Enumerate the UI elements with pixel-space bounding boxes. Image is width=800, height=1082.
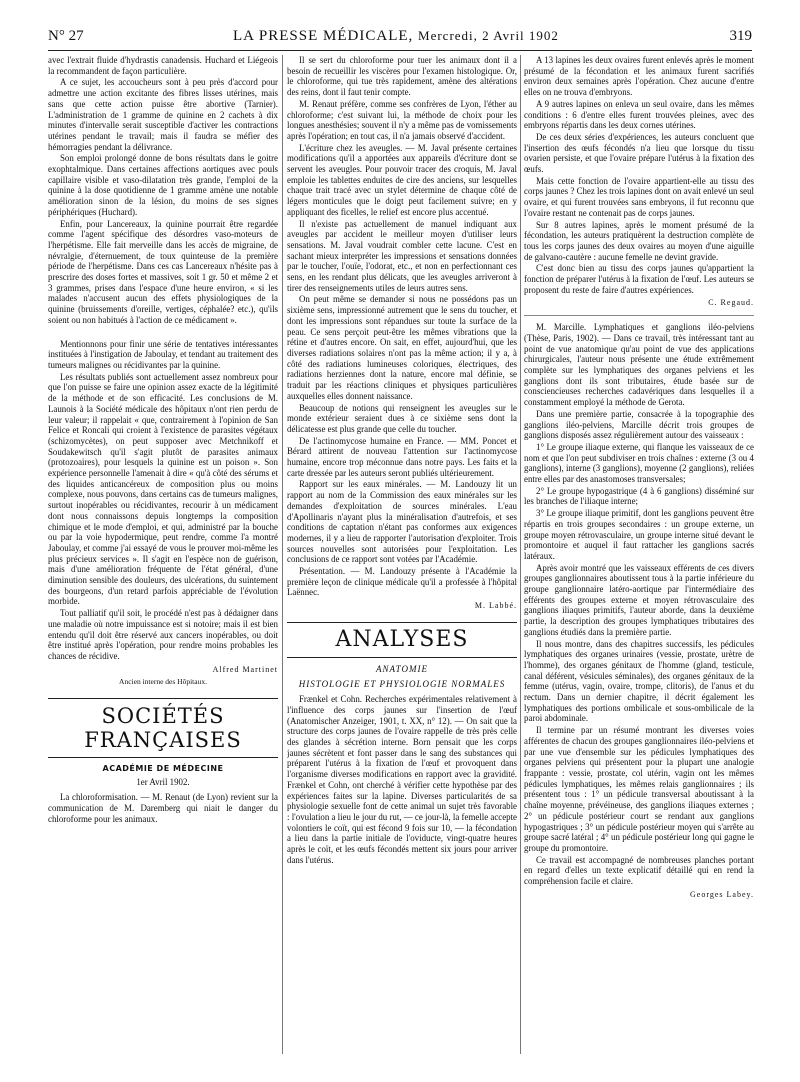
paragraph: M. Marcille. Lymphatiques et ganglions iléo-pelviens (Thèse, Paris, 1902). — Dans ce travail, très intéressant tant au point de vue anatomique qu'au point de vue des applications chirurgicales, l'auteur nous présente une étude extrêmement complète sur les lymphatiques des organes pelviens et les ganglions dont ils sont tributaires, étude basée sur de consciencieuses recherches cadavériques dans lesquelles il a constamment employé la méthode de Gerota. [524,322,754,408]
divider [524,315,754,316]
paragraph: avec l'extrait fluide d'hydrastis canadensis. Huchard et Liégeois la recommandent de façon particulière. [48,55,278,76]
column-3 [524,55,754,1058]
paragraph: Après avoir montré que les vaisseaux efférents de ces divers groupes ganglionnaires aboutissent tous à la partie inférieure du groupe ganglionnaire latéro-aortique par l'intermédiaire des efférents des groupes externe et moyen rétrovasculaire des ganglions iliaques primitifs, l'auteur aborde, dans la deuxième partie, la description des groupes lymphatiques tributaires des ganglions étudiés dans la première partie. [524,562,754,637]
column-2 [287,55,517,1058]
author-signature: Alfred Martinet [212,664,278,674]
paragraph: Il nous montre, dans des chapitres successifs, les pédicules lymphatiques des organes urinaires (vessie, prostate, urètre de l'homme), des organes génitaux de l'homme (gland, testicule, canal déférent, vésicules séminales), des organes génitaux de la femme (utérus, vagin, ovaire, trompe, clitoris), de l'anus et du rectum. Dans un dernier chapitre, il décrit également les lymphatiques des portions ombilicale et sous-ombilicale de la paroi abdominale. [524,638,754,724]
paragraph: 3° Le groupe iliaque primitif, dont les ganglions peuvent être répartis en trois groupes secondaires : un groupe externe, un groupe moyen rétrovasculaire, un groupe interne situé devant le promontoire et auquel il faut rattacher les ganglions sacrés latéraux. [524,508,754,561]
paragraph: C'est donc bien au tissu des corps jaunes qu'appartient la fonction de préparer l'utérus à la fixation de l'œuf. Les auteurs se proposent du reste de faire d'autres expériences. [524,263,754,295]
section-title-analyses: ANALYSES [287,622,517,658]
column-divider [520,55,521,1054]
page-header [48,26,752,51]
paragraph: Sur 8 autres lapines, après le moment présumé de la fécondation, les auteurs pratiquèrent la destruction complète de tous les corps jaunes des deux ovaires au moyen d'une aiguille de galvano-cautère : aucune femelle ne devint gravide. [524,219,754,262]
paragraph: A 9 autres lapines on enleva un seul ovaire, dans les mêmes conditions : 6 d'entre elles furent trouvées pleines, avec des embryons répartis dans les deux cornes utérines. [524,98,754,131]
journal-name: LA PRESSE MÉDICALE, [233,28,414,44]
paragraph: A ce sujet, les accoucheurs sont à peu près d'accord pour admettre une action excitante des fibres lisses utérines, mais sans que cette action puisse être abortive (Tarnier). L'administration de 1 gramme de quinine en 2 cachets à dix minutes d'intervalle serait susceptible d'activer les contractions utérines pendant le travail; mais il faudra se méfier des hémorragies pendant la délivrance. [48,77,278,152]
journal-title [233,28,559,45]
spacer [48,327,278,339]
column-divider [282,55,283,1054]
paragraph: La chloroformisation. — M. Renaut (de Lyon) revient sur la communication de M. Daremberg qui niait le danger du chloroforme pour les animaux. [48,792,278,824]
paragraph: Rapport sur les eaux minérales. — M. Landouzy lit un rapport au nom de la Commission des eaux minérales sur les demandes d'exploitation de sources minérales. L'eau d'Apollinaris n'ayant plus la minéralisation d'autrefois, et ses conditions de captation n'étant pas conformes aux exigences modernes, il y a lieu de rapporter l'autorisation d'exploiter. Trois sources nouvelles sont autorisées pour l'exploitation. Les conclusions de ce rapport sont votées par l'Académie. [287,479,517,565]
paragraph: Son emploi prolongé donne de bons résultats dans le goitre exophtalmique. Dans certaines affections aortiques avec pouls capillaire visible et vaso-dilatation très grande, l'emploi de la quinine à la dose quotidienne de 1 gramme amène une notable amélioration sinon de la lésion, du moins de ses signes périphériques (Huchard). [48,153,278,217]
paragraph: M. Renaut préfère, comme ses confrères de Lyon, l'éther au chloroforme; c'est suivant lui, la méthode de choix pour les longues anesthésies; souvent il n'y a même pas de vomissements après l'opération; en tout cas, il n'a jamais observé d'accident. [287,98,517,141]
section-title-societes: SOCIÉTÉS FRANÇAISES [48,698,278,758]
author-signature: M. Labbé. [474,601,517,611]
paragraph: Tout palliatif qu'il soit, le procédé n'est pas à dédaigner dans une maladie où notre impuissance est si notoire; mais il est bien entendu qu'il doit être réservé aux cancers inopérables, ou doit être institué après l'opération, pour rendre moins probables les chances de récidive. [48,608,278,661]
paragraph: Mais cette fonction de l'ovaire appartient-elle au tissu des corps jaunes ? Chez les trois lapines dont on avait enlevé un seul ovaire, et qui furent trouvées sans embryons, il fut reconnu que l'ovaire restant ne contenait pas de corps jaunes. [524,175,754,218]
academie-heading: ACADÉMIE DE MÉDECINE [102,764,224,774]
paragraph: L'écriture chez les aveugles. — M. Javal présente certaines modifications qu'il a apportées aux appareils d'écriture dont se servent les aveugles. Pour pouvoir tracer des croquis, M. Javal emploie les tablettes enduites de cire des anciens, sur lesquelles chaque trait tracé avec un stylet détermine de chaque côté de légers monticules que le doigt peut facilement suivre; en y appliquant des ficelles, le relief est encore plus accentué. [287,142,517,217]
issue-date: Mercredi, 2 Avril 1902 [418,28,559,43]
paragraph: Mentionnons pour finir une série de tentatives intéressantes instituées à l'instigation de Jaboulay, et tendant au traitement des tumeurs malignes ou récidivantes par la quinine. [48,338,278,370]
author-signature: Georges Labey. [690,889,754,899]
paragraph: 2° Le groupe hypogastrique (4 à 6 ganglions) disséminé sur les branches de l'iliaque interne; [524,485,754,507]
issue-number: N° 27 [48,28,84,44]
author-role: Ancien interne des Hôpitaux. [119,677,207,687]
column-1 [48,55,278,1058]
session-date: 1er Avril 1902. [136,776,190,787]
paragraph: 1° Le groupe iliaque externe, qui flanque les vaisseaux de ce nom et que l'on peut subdiviser en trois chaînes : externe (3 ou 4 ganglions), interne (3 ganglions), moyenne (2 ganglions), reliées entre elles par des anastomoses transversales; [524,441,754,485]
paragraph: Dans une première partie, consacrée à la topographie des ganglions iléo-pelviens, Marcille décrit trois groupes de ganglions disposés assez régulièrement autour des vaisseaux : [524,408,754,441]
paragraph: Il se sert du chloroforme pour tuer les animaux dont il a besoin de recueillir les viscères pour l'examen histologique. Or, le chloroforme, qui tue très rapidement, amène des altérations des reins, dont il faut tenir compte. [287,55,517,98]
paragraph: Il n'existe pas actuellement de manuel indiquant aux aveugles par accident le meilleur moyen d'utiliser leurs sensations. M. Javal voudrait combler cette lacune. C'est en sachant mieux interpréter les impressions et sensations données par le toucher, l'ouïe, l'odorat, etc., et non en perfectionnant ces sens, en les rendant plus délicats, que les aveugles arriveront à tirer des renseignements utiles de leurs autres sens. [287,218,517,293]
paragraph: Il termine par un résumé montrant les diverses voies afférentes de chacun des groupes ganglionnaires iléo-pelviens et par une vue d'ensemble sur les pédicules lymphatiques des organes pelviens qui présentent pour la plupart une analogie frappante : vessie, prostate, col utérin, vagin ont les mêmes pédicules lymphatiques, les mêmes relais ganglionnaires ; ils présentent tous : 1° un pédicule transversal aboutissant à la chaîne moyenne, prévéineuse, des ganglions iliaques externes ; 2° un pédicule postérieur court se rendant aux ganglions hypogastriques ; 3° un pédicule postérieur moyen qui s'arrête au groupe sacré latéral ; 4° un pédicule postérieur long qui gagne le groupe du promontoire. [524,725,754,853]
paragraph: Ce travail est accompagné de nombreuses planches portant en regard d'elles un texte explicatif détaillé qui en rend la compréhension facile et claire. [524,854,754,887]
paragraph: On peut même se demander si nous ne possédons pas un sixième sens, impressionné autrement que le sens du toucher, et dont les impressions sont répandues sur toute la surface de la peau. Ce sens perçoit peut-être les mêmes vibrations que la rétine et d'autres encore. On sait, en effet, aujourd'hui, que les diverses radiations solaires n'ont pas la même action; il y a, à côté des radiations lumineuses coloriques, électriques, des radiations herziennes dont la nature, encore mal définie, se traduit par les réactions cliniques et physiques particulières auxquelles elles donnent naissance. [287,294,517,401]
paragraph: De l'actinomycose humaine en France. — MM. Poncet et Bérard attirent de nouveau l'attention sur l'actinomycose humaine, encore trop méconnue dans notre pays. Les faits et la carte dressée par les auteurs seront publiés ultérieurement. [287,435,517,478]
histologie-heading: HISTOLOGIE ET PHYSIOLOGIE NORMALES [298,678,506,689]
author-signature: C. Regaud. [708,298,754,308]
paragraph: A 13 lapines les deux ovaires furent enlevés après le moment présumé de la fécondation et les animaux furent sacrifiés environ deux semaines après l'opération. Chez aucune d'entre elles on ne trouva d'embryons. [524,55,754,98]
paragraph: De ces deux séries d'expériences, les auteurs concluent que l'insertion des œufs fécondés n'a lieu que lorsque du tissu ovarien persiste, et que l'ovaire prépare l'utérus à la fixation des œufs. [524,131,754,175]
page-number: 319 [729,28,752,44]
paragraph: Les résultats publiés sont actuellement assez nombreux pour que l'on puisse se faire une opinion assez exacte de la légitimité de la méthode et de son efficacité. Les conclusions de M. Launois à la Société médicale des hôpitaux n'ont rien perdu de leur valeur; il rappelait « que, contrairement à l'opinion de San Felice et Roncali qui croient à l'existence de parasites végétaux (schizomycètes), on peut supposer avec Metchnikoff et Soudakewitsch qu'il s'agit plutôt de parasites animaux (protozoaires), pour lesquels la quinine est un poison ». Son expérience personnelle l'amenait à dire « qu'à côté des sérums et des liquides anticancéreux de composition plus ou moins complexe, nous pouvons, dans certains cas de tumeurs malignes, surtout inopérables ou récidivantes, recourir à un médicament dont nous connaissons depuis longtemps la composition chimique et le mode d'emploi, et qui, administré par la bouche ou par la voie hypodermique, peut rendre, comme l'a montré Jaboulay, et comme j'ai essayé de vous le prouver moi-même les plus précieux services ». Il s'agit en l'espèce non de guérison, mais d'une amélioration fréquente de l'état général, d'une diminution sensible des douleurs, des ulcérations, du suintement des bourgeons, d'un retard parfois appréciable de l'évolution morbide. [48,371,278,607]
paragraph: Enfin, pour Lancereaux, la quinine pourrait être regardée comme l'agent spécifique des désordres vaso-moteurs de l'herpétisme. Elle fait merveille dans les accès de migraine, de névralgie, d'éternuement, de toux quinteuse de la première période de l'herpétisme. Dans ces cas Lancereaux n'hésite pas à prescrire des doses fortes et massives, soit 1 gr. 50 et même 2 et 3 grammes, prises dans l'espace d'une heure environ, « si les malades n'accusent aucun des effets physiologiques de la quinine (bruissements d'oreille, vertiges, céphalée? etc.), qu'ils soient ou non habitués à l'action de ce médicament ». [48,218,278,325]
anatomie-heading: ANATOMIE [376,663,428,674]
paragraph: Présentation. — M. Landouzy présente à l'Académie la première leçon de clinique médicale qu'il a professée à l'hôpital Laënnec. [287,566,517,598]
paragraph: Beaucoup de notions qui renseignent les aveugles sur le monde extérieur seraient dues à ce sixième sens dont la délicatesse est plus grande que celle du toucher. [287,402,517,434]
paragraph: Frænkel et Cohn. Recherches expérimentales relativement à l'influence des corps jaunes sur l'insertion de l'œuf (Anatomischer Anzeiger, 1901, t. XX, n° 12). — On sait que la structure des corps jaunes de l'ovaire rappelle de très près celle des glandes à sécrétion interne. Born pensait que les corps jaunes sécrètent et font passer dans le sang des substances qui préparent l'utérus à la fixation de l'œuf et provoquent dans l'organisme diverses modifications en rapport avec la gravidité. Frænkel et Cohn, ont cherché à vérifier cette hypothèse par des expériences faites sur la lapine. Diverses particularités de sa physiologie sexuelle font de cette animal un sujet très favorable : l'ovulation a lieu le jour du rut, — ce jour-là, la femelle accepte volontiers le coït, qui est fécond 9 fois sur 10, — la fécondation a lieu dans la partie initiale de l'oviducte, vingt-quatre heures après le coït, et les œufs fécondés mettent six jours pour arriver dans l'utérus. [287,694,517,865]
